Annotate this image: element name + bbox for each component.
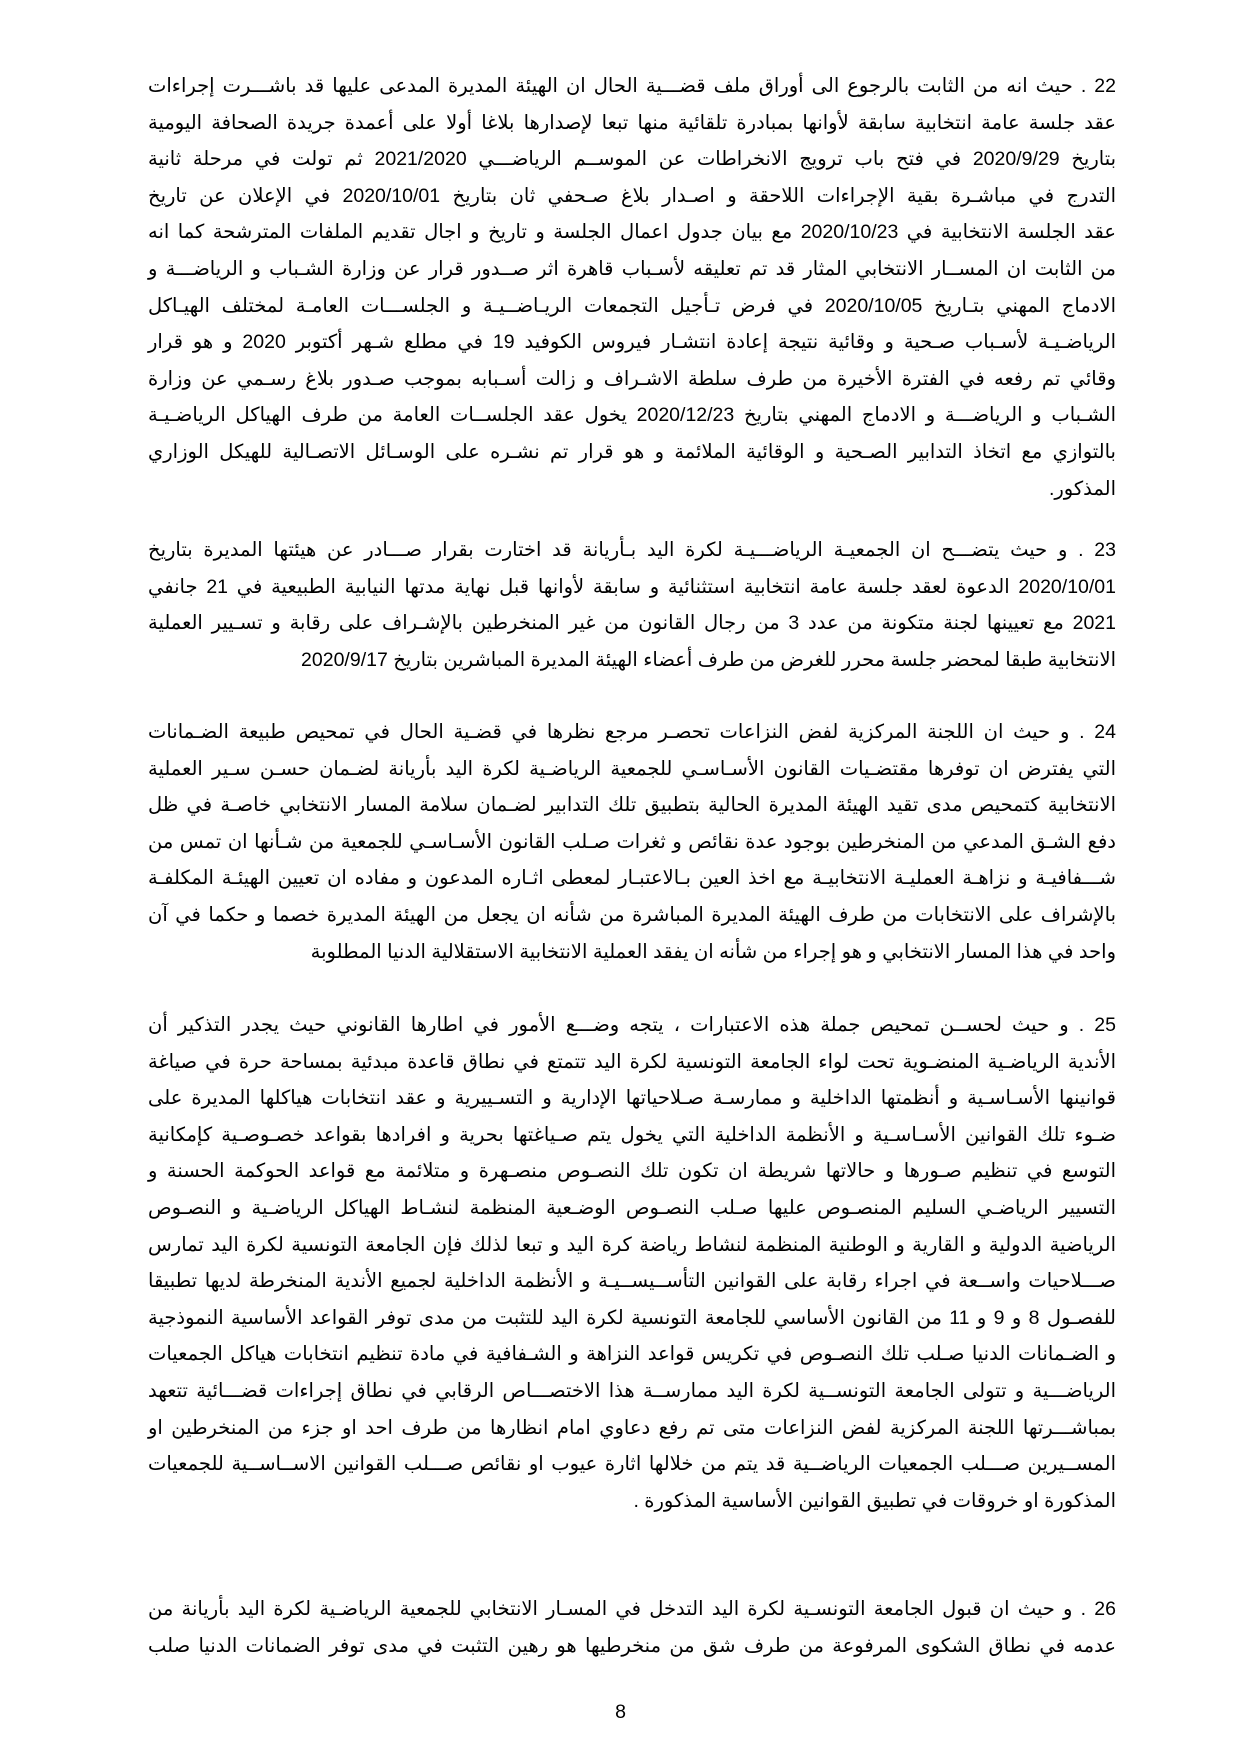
paragraph-line: الانتخابية كتمحيص مدى تقيد الهيئة المديرة الحالية بتطبيق تلك التدابير لضـمان سلامة المسار الانتخابي خاصـة في ظل <box>148 794 1116 817</box>
paragraph-line: 23 . و حيث يتضـــح ان الجمعيـة الرياضـــيـة لكرة اليد بـأريانة قد اختارت بقرار صـــادر عن هيئتها المديرة بتاريخ <box>148 539 1116 561</box>
paragraph-line: بتاريخ 2020/9/29 في فتح باب ترويج الانخراطات عن الموســم الرياضـــي 2021/2020 ثم تولت في مرحلة ثانية <box>148 148 1117 171</box>
paragraph-line: التدرج في مباشـرة بقية الإجراءات اللاحقة و اصـدار بلاغ صـحفي ثان بتاريخ 2020/10/01 في الإعلان عن تاريخ <box>148 184 1116 207</box>
paragraph-line: صـــلاحيات واســعة في اجراء رقابة على القوانين التأســيســيـة و الأنظمة الداخلية لجميع الأندية المنخرطة لديها تطبيقا <box>148 1270 1116 1293</box>
page-number: 8 <box>615 1701 626 1723</box>
paragraph-line: دفع الشـق المدعي من المنخرطين بوجود عدة نقائص و ثغرات صـلب القانون الأسـاسـي للجمعية من شـأنها ان تمس من <box>148 830 1116 853</box>
paragraph-line: المذكور. <box>1048 477 1116 500</box>
paragraph-line: بالإشراف على الانتخابات من طرف الهيئة المديرة المباشرة من شأنه ان يجعل من الهيئة المديرة خصما و حكما في آن <box>148 903 1116 926</box>
paragraph-line: 22 . حيث انه من الثابت بالرجوع الى أوراق ملف قضـــية الحال ان الهيئة المديرة المدعى عليها قد باشـــرت إجراءات <box>148 75 1116 97</box>
paragraph-line: عدمه في نطاق الشكوى المرفوعة من طرف شق من منخرطيها هو رهين التثبت في مدى توفر الضمانات الدنيا صلب <box>148 1634 1116 1657</box>
paragraph-line: للفصـول 8 و 9 و 11 من القانون الأساسي للجامعة التونسية لكرة اليد للتثبت من مدى توفر القواعد الأساسية النموذجية <box>148 1306 1116 1329</box>
paragraph-line: 2020/10/01 الدعوة لعقد جلسة عامة انتخابية استثنائية و سابقة لأوانها قبل نهاية مدتها النيابية الطبيعية في 21 جانفي <box>148 575 1116 598</box>
paragraph-line: الرياضية الدولية و القارية و الوطنية المنظمة لنشاط رياضة كرة اليد و تبعا لذلك فإن الجامعة التونسية لكرة اليد تمارس <box>148 1233 1116 1256</box>
paragraph-line: بمباشـــرتها اللجنة المركزية لفض النزاعات متى تم رفع دعاوي امام انظارها من طرف احد او جزء من المنخرطين او <box>148 1416 1116 1439</box>
paragraph-line: 2021 مع تعيينها لجنة متكونة من عدد 3 من رجال القانون من غير المنخرطين بالإشـراف على رقابة و تسـيير العملية <box>148 612 1116 635</box>
paragraph-line: وقائي تم رفعه في الفترة الأخيرة من طرف سلطة الاشـراف و زالت أسـبابه بموجب صـدور بلاغ رسـمي عن وزارة <box>148 367 1116 390</box>
paragraph-line: المذكورة او خروقات في تطبيق القوانين الأساسية المذكورة . <box>633 1489 1116 1512</box>
paragraph-line: الشـباب و الرياضـــة و الادماج المهني بتاريخ 2020/12/23 يخول عقد الجلســات العامة من طرف الهياكل الرياضـيـة <box>148 404 1116 427</box>
paragraph-line: الأندية الرياضـية المنضـوية تحت لواء الجامعة التونسية لكرة اليد تتمتع في نطاق قاعدة مبدئية بمساحة حرة في صياغة <box>148 1050 1116 1073</box>
paragraph-line: واحد في هذا المسار الانتخابي و هو إجراء من شأنه ان يفقد العملية الانتخابية الاستقلالية الدنيا المطلوبة <box>310 940 1116 963</box>
paragraph-line: 26 . و حيث ان قبول الجامعة التونسـية لكرة اليد التدخل في المسـار الانتخابي للجمعية الرياضـية لكرة اليد بأريانة من <box>148 1598 1116 1620</box>
paragraph-line: الادماج المهني بتـاريخ 2020/10/05 في فرض تـأجيل التجمعات الريـاضــيـة و الجلســـات العامـة لمختلف الهيـاكل <box>148 294 1117 317</box>
paragraph-22 <box>148 68 1116 507</box>
paragraph-line: و الضـمانات الدنيا صـلب تلك النصـوص في تكريس قواعد النزاهة و الشـفافية في مادة تنظيم انتخابات هياكل الجمعيات <box>148 1343 1116 1366</box>
paragraph-line: التوسع في تنظيم صـورها و حالاتها شريطة ان تكون تلك النصـوص منصـهرة و متلائمة مع قواعد الحوكمة الحسنة و <box>148 1160 1116 1183</box>
paragraph-24 <box>148 714 1116 970</box>
paragraph-line: الرياضـــية و تتولى الجامعة التونســية لكرة اليد ممارســة هذا الاختصـــاص الرقابي في نطاق إجراءات قضـــائية تتعهد <box>148 1379 1116 1402</box>
paragraph-line: التسيير الرياضـي السليم المنصـوص عليها صـلب النصـوص الوضـعية المنظمة لنشـاط الهياكل الرياضـية و النصـوص <box>148 1196 1116 1219</box>
paragraph-25 <box>148 1007 1116 1519</box>
paragraph-line: من الثابت ان المســار الانتخابي المثار قد تم تعليقه لأسـباب قاهرة اثر صــدور قرار عن وزارة الشـباب و الرياضـــة و <box>148 257 1116 280</box>
paragraph-line: 25 . و حيث لحســن تمحيص جملة هذه الاعتبارات ، يتجه وضـــع الأمور في اطارها القانوني حيث يجدر التذكير أن <box>148 1014 1116 1036</box>
paragraph-23 <box>148 532 1116 678</box>
paragraph-line: قوانينها الأسـاسـية و أنظمتها الداخلية و ممارسـة صـلاحياتها الإدارية و التسـييرية و عقد انتخابات هياكلها المديرة على <box>148 1087 1116 1110</box>
paragraph-line: التي يفترض ان توفرها مقتضـيات القانون الأسـاسـي للجمعية الرياضـية لكرة اليد بأريانة لضـمان حسـن سـير العملية <box>148 757 1116 780</box>
paragraph-line: ضـوء تلك القوانين الأسـاسـية و الأنظمة الداخلية التي يخول يتم صـياغتها بحرية و افرادها بقواعد خصـوصـية كإمكانية <box>148 1123 1116 1146</box>
paragraph-line: عقد الجلسة الانتخابية في 2020/10/23 مع بيان جدول اعمال الجلسة و تاريخ و اجال تقديم الملفات المترشحة كما انه <box>148 221 1116 244</box>
paragraph-line: الرياضـيـة لأسـباب صـحية و وقائية نتيجة إعادة انتشـار فيروس الكوفيد 19 في مطلع شـهر أكتوبر 2020 و هو قرار <box>148 331 1116 354</box>
paragraph-line: عقد جلسة عامة انتخابية سابقة لأوانها بمبادرة تلقائية منها تبعا لإصدارها بلاغا أولا على أعمدة جريدة الصحافة اليومية <box>148 111 1116 134</box>
paragraph-line: شـــفافيـة و نزاهـة العمليـة الانتخابيـة مع اخذ العين بـالاعتبـار لمعطى اثـاره المدعون و مفاده ان تعيين الهيئـة المكلفـة <box>148 867 1116 890</box>
paragraph-line: المســيرين صـــلب الجمعيات الرياضــية قد يتم من خلالها اثارة عيوب او نقائص صـــلب القوانين الاســاســية للجمعيات <box>148 1453 1116 1476</box>
paragraph-26 <box>148 1591 1116 1664</box>
paragraph-line: 24 . و حيث ان اللجنة المركزية لفض النزاعات تحصـر مرجع نظرها في قضـية الحال في تمحيص طبيعة الضـمانات <box>148 721 1116 743</box>
paragraph-line: بالتوازي مع اتخاذ التدابير الصـحية و الوقائية الملائمة و هو قرار تم نشـره على الوسـائل الاتصـالية للهيكل الوزاري <box>148 440 1116 463</box>
paragraph-line: الانتخابية طبقا لمحضر جلسة محرر للغرض من طرف أعضاء الهيئة المديرة المباشرين بتاريخ 2020/9/17 <box>301 648 1116 671</box>
